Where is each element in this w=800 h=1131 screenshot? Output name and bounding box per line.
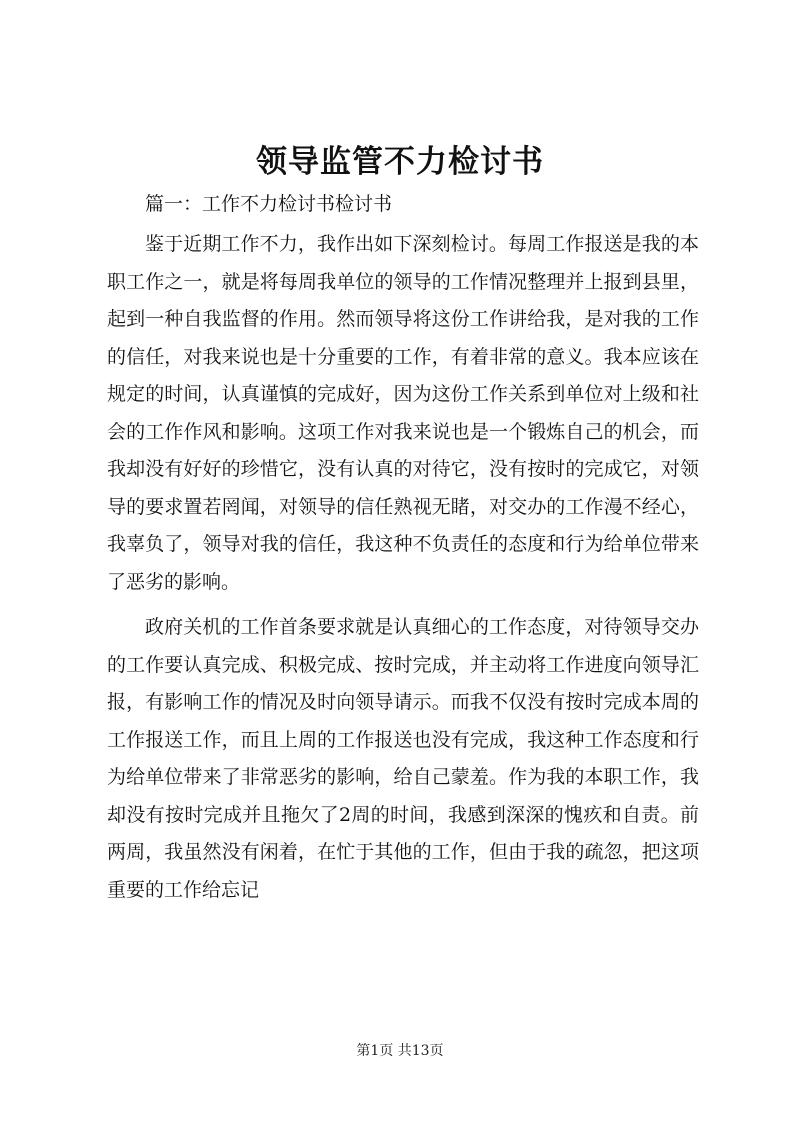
paragraph-2: 政府关机的工作首条要求就是认真细心的工作态度，对待领导交办的工作要认真完成、积极完成、按时完成，并主动将工作进度向领导汇报，有影响工作的情况及时向领导请示。而我不仅没有按时完成本周的工作报送工作，而且上周的工作报送也没有完成，我这种工作态度和行为给单位带来了非常恶劣的影响，给自己蒙羞。作为我的本职工作，我却没有按时完成并且拖欠了2周的时间，我感到深深的愧疚和自责。前两周，我虽然没有闲着，在忙于其他的工作，但由于我的疏忽，把这项重要的工作给忘记 — [107, 616, 699, 901]
document-title: 领导监管不力检讨书 — [256, 144, 544, 180]
section-heading: 篇一：工作不力检讨书检讨书 — [145, 193, 393, 215]
document-body — [107, 186, 699, 909]
page-footer: 第1页 共13页 — [356, 1043, 444, 1059]
paragraph-1: 鉴于近期工作不力，我作出如下深刻检讨。每周工作报送是我的本职工作之一，就是将每周我单位的领导的工作情况整理并上报到县里，起到一种自我监督的作用。然而领导将这份工作讲给我，是对我的工作的信任，对我来说也是十分重要的工作，有着非常的意义。我本应该在规定的时间，认真谨慎的完成好，因为这份工作关系到单位对上级和社会的工作作风和影响。这项工作对我来说也是一个锻炼自己的机会，而我却没有好好的珍惜它，没有认真的对待它，没有按时的完成它，对领导的要求置若罔闻，对领导的信任熟视无睹，对交办的工作漫不经心，我辜负了，领导对我的信任，我这种不负责任的态度和行为给单位带来了恶劣的影响。 — [107, 233, 699, 593]
